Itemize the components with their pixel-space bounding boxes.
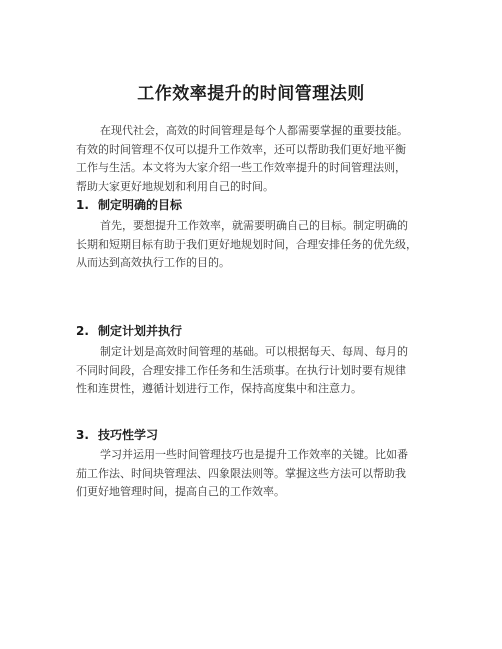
section-paragraph-1 xyxy=(76,217,448,273)
intro-line: 帮助大家更好地规划和利用自己的时间。 xyxy=(76,179,274,193)
intro-line: 工作与生活。本文将为大家介绍一些工作效率提升的时间管理法则， xyxy=(76,161,406,174)
section-heading-3 xyxy=(76,426,158,443)
section-number: 3. xyxy=(76,428,89,442)
intro-line: 在现代社会，高效的时间管理是每个人都需要掌握的重要技能。 xyxy=(100,124,408,137)
section-line: 从而达到高效执行工作的目的。 xyxy=(76,256,230,269)
section-line: 茄工作法、时间块管理法、四象限法则等。掌握这些方法可以帮助我 xyxy=(76,466,406,480)
intro-line: 有效的时间管理不仅可以提升工作效率，还可以帮助我们更好地平衡 xyxy=(76,142,406,156)
intro-paragraph xyxy=(76,122,448,196)
page-title: 工作效率提升的时间管理法则 xyxy=(137,84,365,104)
section-line: 制定计划是高效时间管理的基础。可以根据每天、每周、每月的 xyxy=(100,345,408,358)
section-paragraph-3 xyxy=(76,446,448,502)
section-heading-text: 技巧性学习 xyxy=(98,428,159,442)
section-paragraph-2 xyxy=(76,343,448,399)
section-heading-text: 制定计划并执行 xyxy=(98,324,183,338)
section-heading-text: 制定明确的目标 xyxy=(98,198,183,212)
section-line: 们更好地管理时间，提高自己的工作效率。 xyxy=(76,485,285,498)
section-line: 学习并运用一些时间管理技巧也是提升工作效率的关键。比如番 xyxy=(100,448,408,461)
section-heading-1 xyxy=(76,196,182,213)
section-line: 性和连贯性，遵循计划进行工作，保持高度集中和注意力。 xyxy=(76,382,362,395)
section-line: 长期和短期目标有助于我们更好地规划时间，合理安排任务的优先级， xyxy=(76,237,417,251)
section-number: 2. xyxy=(76,324,89,338)
section-line: 不同时间段，合理安排工作任务和生活琐事。在执行计划时要有规律 xyxy=(76,363,406,377)
section-line: 首先，要想提升工作效率，就需要明确自己的目标。制定明确的 xyxy=(100,219,408,232)
section-heading-2 xyxy=(76,322,182,339)
section-number: 1. xyxy=(76,198,89,212)
